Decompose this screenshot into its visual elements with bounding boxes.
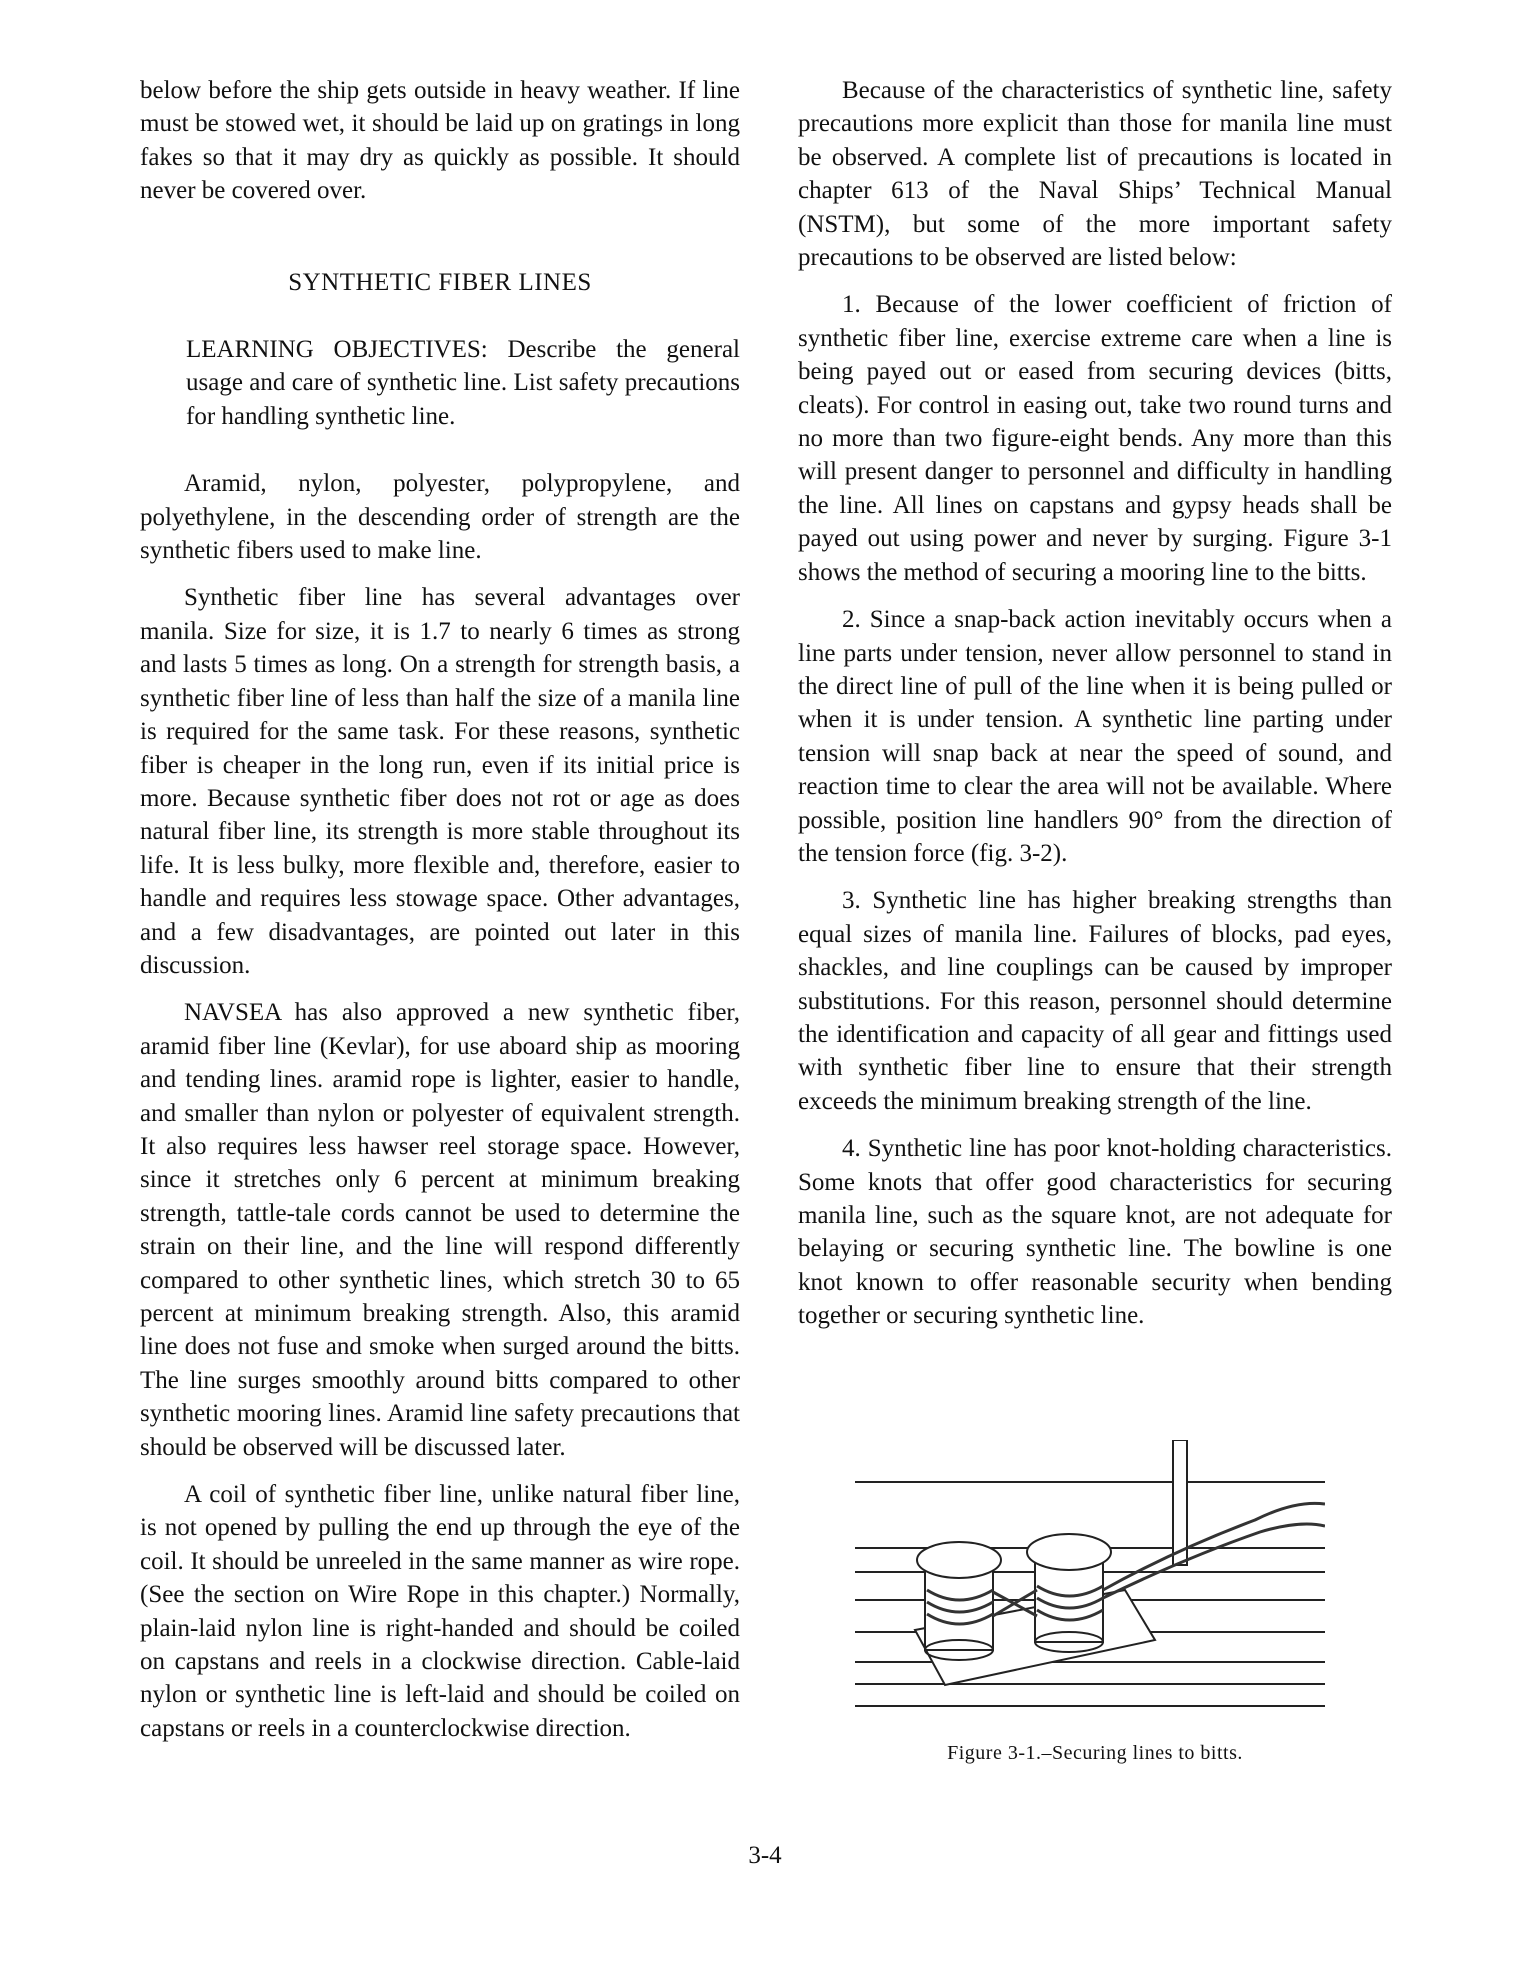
paragraph-advantages: Synthetic fiber line has several advantages over manila. Size for size, it is 1.7 to nearly 6 times as strong and lasts 5 times as long. On a strength for strength basis, a synthetic fiber line of less than half the size of a manila line is required for the same task. For these reasons, synthetic fiber is cheaper in the long run, even if its initial price is more. Because synthetic fiber does not rot or age as does natural fiber line, its strength is more stable throughout its life. It is less bulky, more flexible and, therefore, easier to handle and requires less stowage space. Other advantages, and a few disadvantages, are pointed out later in this discussion. (140, 584, 740, 979)
post (1173, 1440, 1187, 1565)
safety-item-1: 1. Because of the lower coefficient of friction of synthetic fiber line, exercise extreme care when a line is being payed out or eased from securing devices (bitts, cleats). For control in easing out, take two round turns and no more than two figure-eight bends. Any more than this will present danger to personnel and difficulty in handling the line. All lines on capstans and gypsy heads shall be payed out using power and never by surging. Figure 3-1 shows the method of securing a mooring line to the bitts. (798, 291, 1392, 586)
page-number: 3-4 (748, 1842, 782, 1869)
paragraph-coil: A coil of synthetic fiber line, unlike natural fiber line, is not opened by pulling the end up through the eye of the coil. It should be unreeled in the same manner as wire rope. (See the section on Wire Rope in this chapter.) Normally, plain-laid nylon line is right-handed and should be coiled on capstans and reels in a clockwise direction. Cable-laid nylon or synthetic line is left-laid and should be coiled on capstans or reels in a counterclockwise direction. (140, 1481, 740, 1742)
paragraph-fiber-order: Aramid, nylon, polyester, polypropylene, and polyethylene, in the descending order of strength are the synthetic fibers used to make line. (140, 470, 740, 565)
figure-caption: Figure 3-1.–Securing lines to bitts. (947, 1742, 1243, 1764)
bitts-illustration (855, 1440, 1325, 1730)
section-heading: SYNTHETIC FIBER LINES (288, 268, 592, 296)
paragraph-aramid: NAVSEA has also approved a new synthetic fiber, aramid fiber line (Kevlar), for use aboard ship as mooring and tending lines. aramid rope is lighter, easier to handle, and smaller than nylon or polyester of equivalent strength. It also requires less hawser reel storage space. However, since it stretches only 6 percent at minimum breaking strength, tattle-tale cords cannot be used to determine the strain on their line, and the line will respond differently compared to other synthetic lines, which stretch 30 to 65 percent at minimum breaking strength. Also, this aramid line does not fuse and smoke when surged around the bitts. The line surges smoothly around bitts compared to other synthetic mooring lines. Aramid line safety precautions that should be observed will be discussed later. (140, 999, 740, 1461)
safety-item-2: 2. Since a snap-back action inevitably occurs when a line parts under tension, never allow personnel to stand in the direct line of pull of the line when it is being pulled or when it is under tension. A synthetic line parting under tension will snap back at near the speed of sound, and reaction time to clear the area will not be available. Where possible, position line handlers 90° from the direction of the tension force (fig. 3-2). (798, 606, 1392, 867)
safety-item-4: 4. Synthetic line has poor knot-holding characteristics. Some knots that offer good characteristics for securing manila line, such as the square knot, are not adequate for belaying or securing synthetic line. The bowline is one knot known to offer reasonable security when bending together or securing synthetic line. (798, 1135, 1392, 1330)
safety-item-3: 3. Synthetic line has higher breaking strengths than equal sizes of manila line. Failures of blocks, pad eyes, shackles, and line couplings can be caused by improper substitutions. For this reason, personnel should determine the identification and capacity of all gear and fittings used with synthetic fiber line to ensure that their strength exceeds the minimum breaking strength of the line. (798, 887, 1392, 1115)
paragraph-continued: below before the ship gets outside in heavy weather. If line must be stowed wet, it should be laid up on gratings in long fakes so that it may dry as quickly as possible. It should never be covered over. (140, 77, 740, 205)
right-column (798, 74, 1392, 1347)
left-column (140, 74, 740, 1759)
learning-objectives: LEARNING OBJECTIVES: Describe the general usage and care of synthetic line. List safety precautions for handling synthetic line. (186, 336, 740, 430)
paragraph-safety-intro: Because of the characteristics of synthetic line, safety precautions more explicit than those for manila line must be observed. A complete list of precautions is located in chapter 613 of the Naval Ships’ Technical Manual (NSTM), but some of the more important safety precautions to be observed are listed below: (798, 77, 1392, 272)
